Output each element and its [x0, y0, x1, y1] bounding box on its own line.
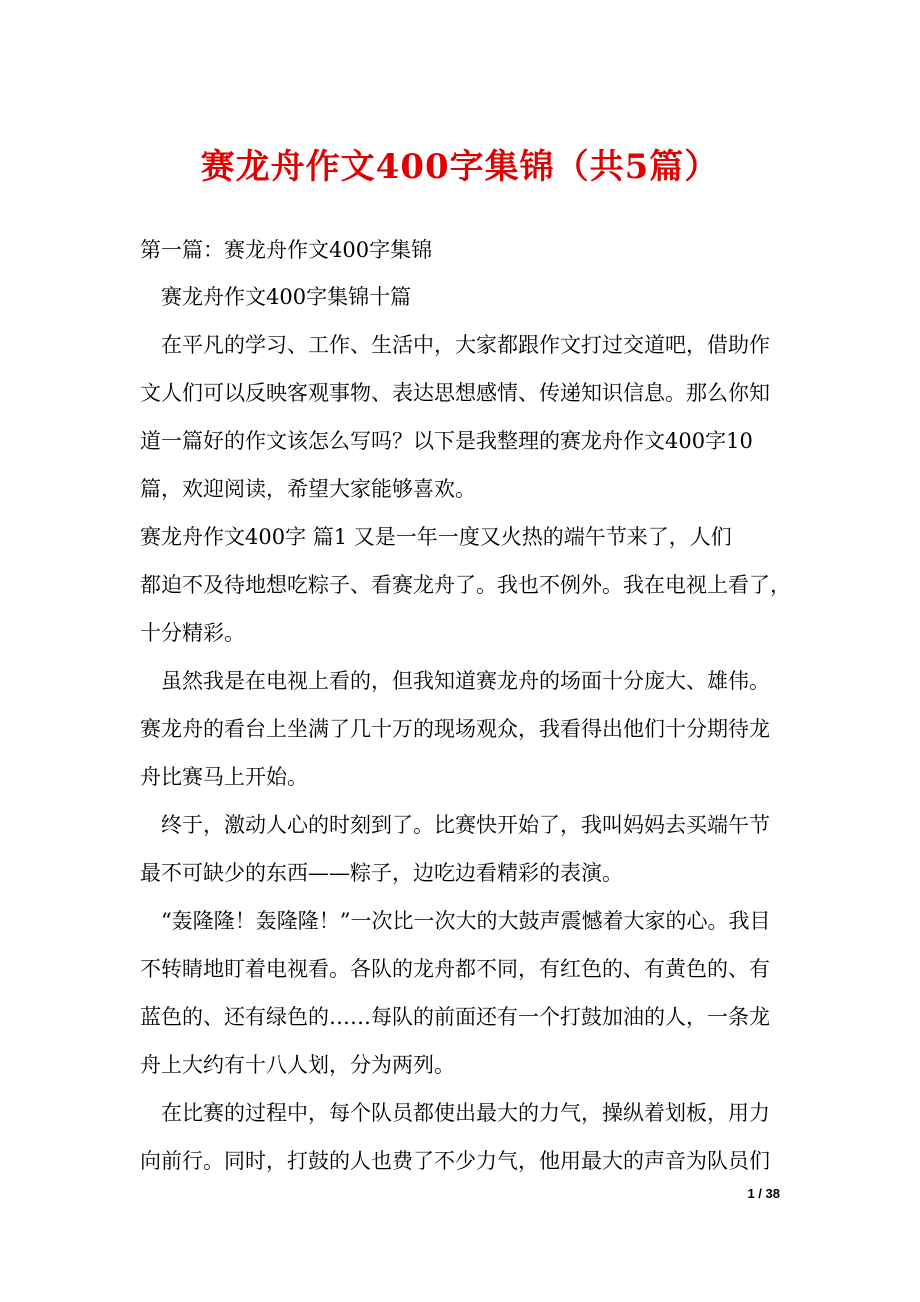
body-line: 最不可缺少的东西——粽子，边吃边看精彩的表演。 [140, 861, 623, 885]
body-line: 文人们可以反映客观事物、表达思想感情、传递知识信息。那么你知 [140, 381, 770, 405]
body-line: 道一篇好的作文该怎么写吗？以下是我整理的赛龙舟作文400字10 [140, 429, 753, 453]
body-line: 蓝色的、还有绿色的……每队的前面还有一个打鼓加油的人，一条龙 [140, 1005, 770, 1029]
body-line: 虽然我是在电视上看的，但我知道赛龙舟的场面十分庞大、雄伟。 [161, 669, 770, 693]
document-title: 赛龙舟作文400字集锦（共5篇） [200, 147, 720, 187]
body-line: 赛龙舟的看台上坐满了几十万的现场观众，我看得出他们十分期待龙 [140, 717, 770, 741]
body-line: 都迫不及待地想吃粽子、看赛龙舟了。我也不例外。我在电视上看了， [140, 573, 791, 597]
body-line: 不转睛地盯着电视看。各队的龙舟都不同，有红色的、有黄色的、有 [140, 957, 770, 981]
body-line: 赛龙舟作文400字集锦十篇 [161, 285, 412, 309]
body-line: 舟上大约有十八人划，分为两列。 [140, 1053, 455, 1077]
body-line: 十分精彩。 [140, 621, 245, 645]
body-line: 在平凡的学习、工作、生活中，大家都跟作文打过交道吧，借助作 [161, 333, 770, 357]
body-line: 篇，欢迎阅读，希望大家能够喜欢。 [140, 477, 476, 501]
body-line: “轰隆隆！轰隆隆！”一次比一次大的大鼓声震憾着大家的心。我目 [161, 909, 771, 933]
page-number: 1 / 38 [747, 1186, 780, 1201]
document-body [140, 226, 800, 1185]
body-line: 向前行。同时，打鼓的人也费了不少力气，他用最大的声音为队员们 [140, 1149, 770, 1173]
body-line: 在比赛的过程中，每个队员都使出最大的力气，操纵着划板，用力 [161, 1101, 770, 1125]
body-line: 舟比赛马上开始。 [140, 765, 308, 789]
body-line: 终于，激动人心的时刻到了。比赛快开始了，我叫妈妈去买端午节 [161, 813, 770, 837]
body-line: 第一篇：赛龙舟作文400字集锦 [140, 238, 433, 262]
body-line: 赛龙舟作文400字 篇1 又是一年一度又火热的端午节来了，人们 [140, 525, 732, 549]
